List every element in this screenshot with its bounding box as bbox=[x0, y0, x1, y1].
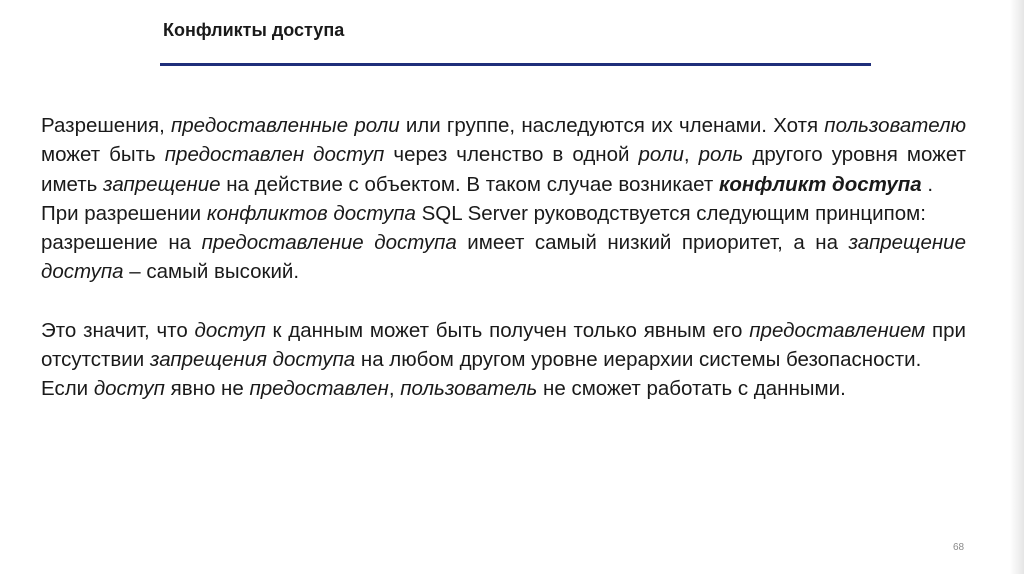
emphasized-term: роли bbox=[638, 143, 684, 167]
page-number: 68 bbox=[953, 542, 965, 553]
text-run: может быть bbox=[41, 143, 165, 167]
emphasized-term: пользователь bbox=[400, 377, 538, 401]
emphasized-term: запрещение bbox=[103, 172, 221, 196]
key-term: конфликт доступа bbox=[719, 172, 922, 196]
slide-body bbox=[41, 111, 966, 404]
emphasized-term: запрещение доступа bbox=[41, 231, 966, 284]
paragraph-spacer bbox=[41, 287, 966, 316]
title-underline bbox=[160, 63, 871, 66]
emphasized-term: доступ bbox=[194, 318, 266, 342]
text-run: , bbox=[388, 377, 401, 401]
emphasized-term: доступ bbox=[93, 377, 165, 401]
emphasized-term: конфликтов доступа bbox=[206, 201, 416, 225]
text-run: – самый высокий. bbox=[123, 260, 300, 284]
text-run: через членство в одной bbox=[384, 143, 639, 167]
emphasized-term: роль bbox=[698, 143, 744, 167]
text-run: Если bbox=[41, 377, 94, 401]
emphasized-term: запрещения доступа bbox=[149, 348, 356, 372]
emphasized-term: предоставленные роли bbox=[171, 114, 400, 137]
emphasized-term: предоставлен доступ bbox=[164, 143, 385, 167]
slide-edge-shadow bbox=[1010, 0, 1024, 574]
body-paragraph bbox=[41, 111, 966, 199]
body-paragraph bbox=[41, 199, 966, 228]
emphasized-term: предоставлением bbox=[749, 318, 926, 342]
body-paragraph bbox=[41, 316, 966, 375]
text-run: Это значит, что bbox=[41, 318, 195, 342]
text-run: имеет самый низкий приоритет, а на bbox=[456, 231, 849, 255]
text-run: не сможет работать с данными. bbox=[537, 377, 846, 401]
body-paragraph bbox=[41, 374, 966, 403]
emphasized-term: пользователю bbox=[824, 114, 966, 137]
text-run: на любом другом уровне иерархии системы безопасности. bbox=[355, 348, 922, 372]
text-run: другого уровня может иметь bbox=[41, 143, 966, 196]
text-run: Разрешения, bbox=[41, 114, 171, 137]
text-run: на действие с объектом. В таком случае возникает bbox=[220, 172, 719, 196]
text-run: разрешение на bbox=[41, 231, 202, 255]
text-run: или группе, наследуются их членами. Хотя bbox=[399, 114, 825, 137]
emphasized-term: предоставление доступа bbox=[201, 231, 457, 255]
slide-title: Конфликты доступа bbox=[163, 20, 345, 40]
text-run: При разрешении bbox=[41, 201, 207, 225]
text-run: явно не bbox=[164, 377, 250, 401]
body-paragraph bbox=[41, 228, 966, 287]
text-run: SQL Server руководствуется следующим принципом: bbox=[415, 201, 926, 225]
emphasized-term: предоставлен bbox=[249, 377, 389, 401]
text-run: при отсутствии bbox=[41, 318, 966, 372]
text-run: , bbox=[683, 143, 699, 167]
text-run: . bbox=[921, 172, 934, 196]
text-run: к данным может быть получен только явным его bbox=[265, 318, 750, 342]
